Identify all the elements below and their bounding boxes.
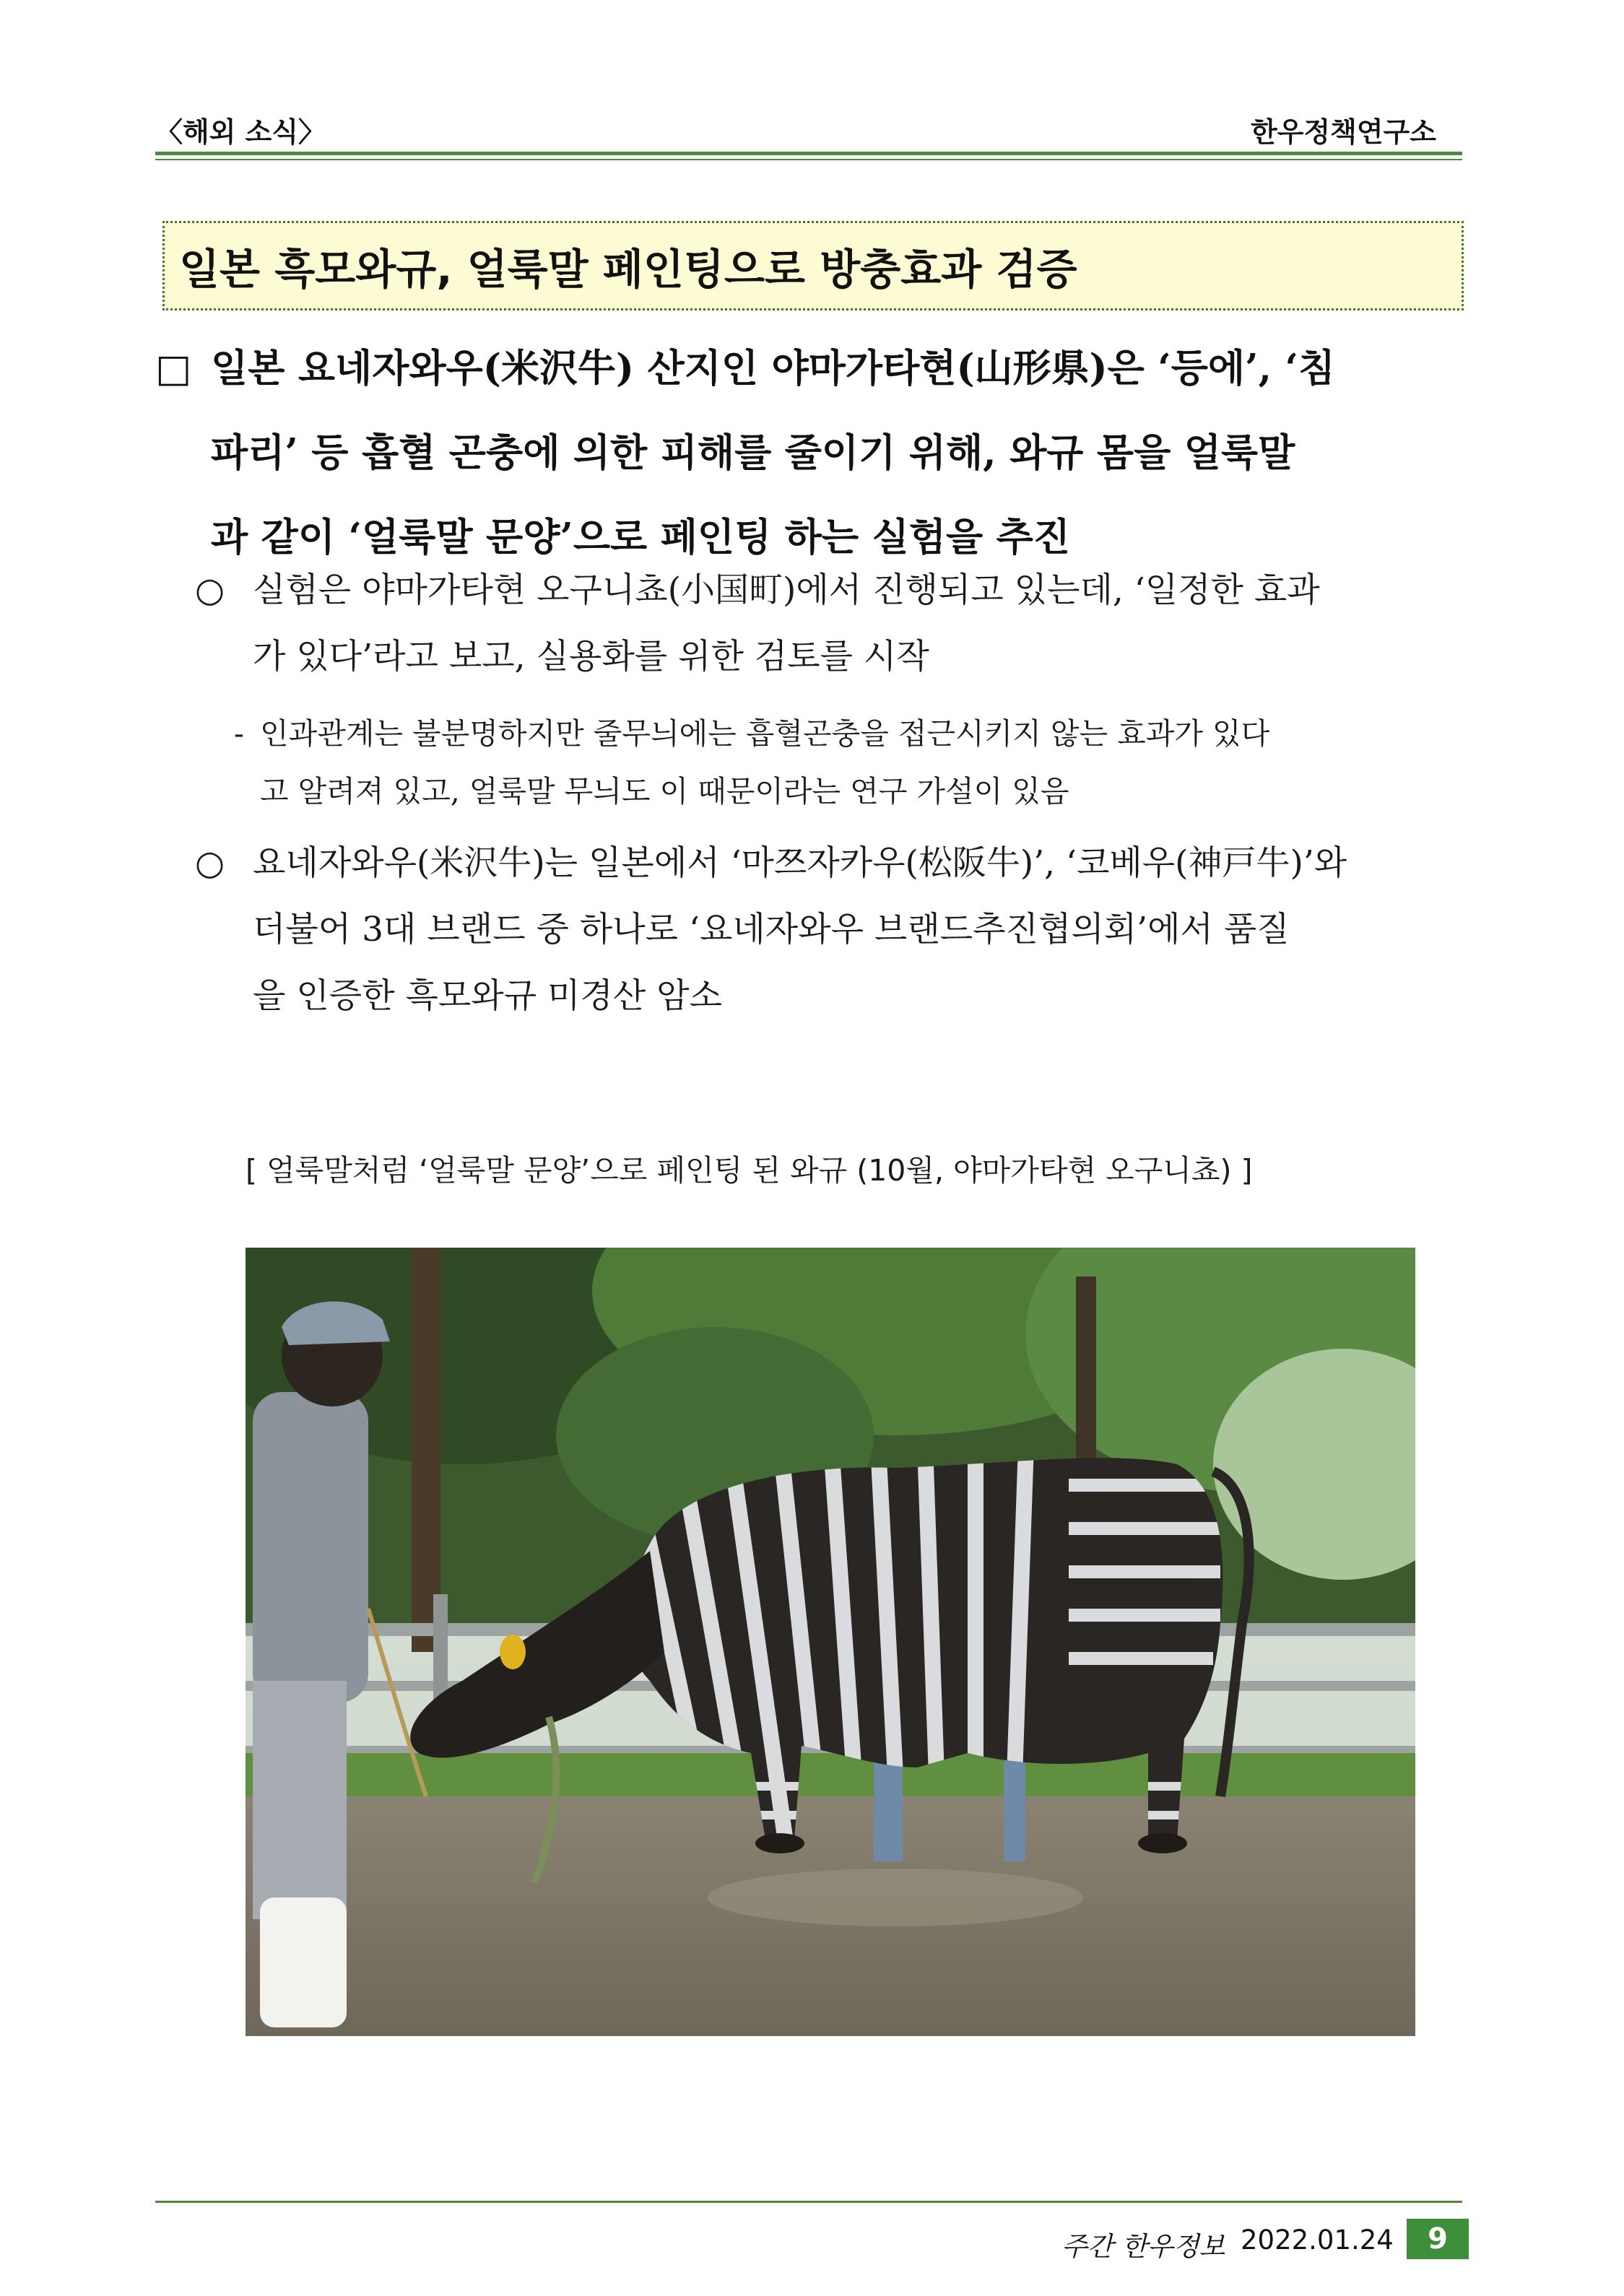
sub-point-2-line-3: 을 인증한 흑모와규 미경산 암소 xyxy=(253,976,722,1016)
article-title: 일본 흑모와규, 얼룩말 페인팅으로 방충효과 검증 xyxy=(179,245,1077,294)
footer-rule xyxy=(155,2201,1462,2203)
organization-name: 한우정책연구소 xyxy=(1251,116,1436,148)
main-point-line-1: 일본 요네자와우(米沢牛) 산지인 야마가타현(山形県)은 ‘등에’, ‘침 xyxy=(211,346,1336,391)
sub-point-1-bullet: ○ xyxy=(195,570,225,610)
sub-point-2-line-1: 요네자와우(米沢牛)는 일본에서 ‘마쯔자카우(松阪牛)’, ‘코베우(神戸牛)’와 xyxy=(253,843,1347,883)
publication-name: 주간 한우정보 xyxy=(1061,2231,1225,2262)
sub-point-2-line-2: 더불어 3대 브랜드 중 하나로 ‘요네자와우 브랜드추진협의회’에서 품질 xyxy=(253,910,1290,949)
main-point-bullet: □ xyxy=(155,346,192,391)
detail-point-bullet: - xyxy=(234,716,244,751)
zebra-painted-cow-photo xyxy=(246,1248,1415,2036)
section-label: 〈해외 소식〉 xyxy=(155,116,326,148)
sub-point-1-line-2: 가 있다’라고 보고, 실용화를 위한 검토를 시작 xyxy=(253,637,929,677)
page-number: 9 xyxy=(1407,2219,1469,2259)
article-title-box xyxy=(162,221,1464,310)
detail-point-line-2: 고 알려져 있고, 얼룩말 무늬도 이 때문이라는 연구 가설이 있음 xyxy=(260,774,1069,809)
main-point-line-3: 과 같이 ‘얼룩말 문양’으로 페인팅 하는 실험을 추진 xyxy=(211,515,1071,560)
figure-caption: [ 얼룩말처럼 ‘얼룩말 문양’으로 페인팅 된 와규 (10월, 야마가타현 오구니쵸) ] xyxy=(246,1153,1253,1188)
header-rule-thick xyxy=(155,152,1462,155)
main-point-line-2: 파리’ 등 흡혈 곤충에 의한 피해를 줄이기 위해, 와규 몸을 얼룩말 xyxy=(211,430,1295,475)
publication-date: 2022.01.24 xyxy=(1241,2225,1394,2256)
detail-point-line-1: 인과관계는 불분명하지만 줄무늬에는 흡혈곤충을 접근시키지 않는 효과가 있다 xyxy=(260,716,1270,751)
header-rule-thin xyxy=(155,159,1462,160)
sub-point-1-line-1: 실험은 야마가타현 오구니쵸(小国町)에서 진행되고 있는데, ‘일정한 효과 xyxy=(253,570,1320,610)
sub-point-2-bullet: ○ xyxy=(195,843,225,883)
